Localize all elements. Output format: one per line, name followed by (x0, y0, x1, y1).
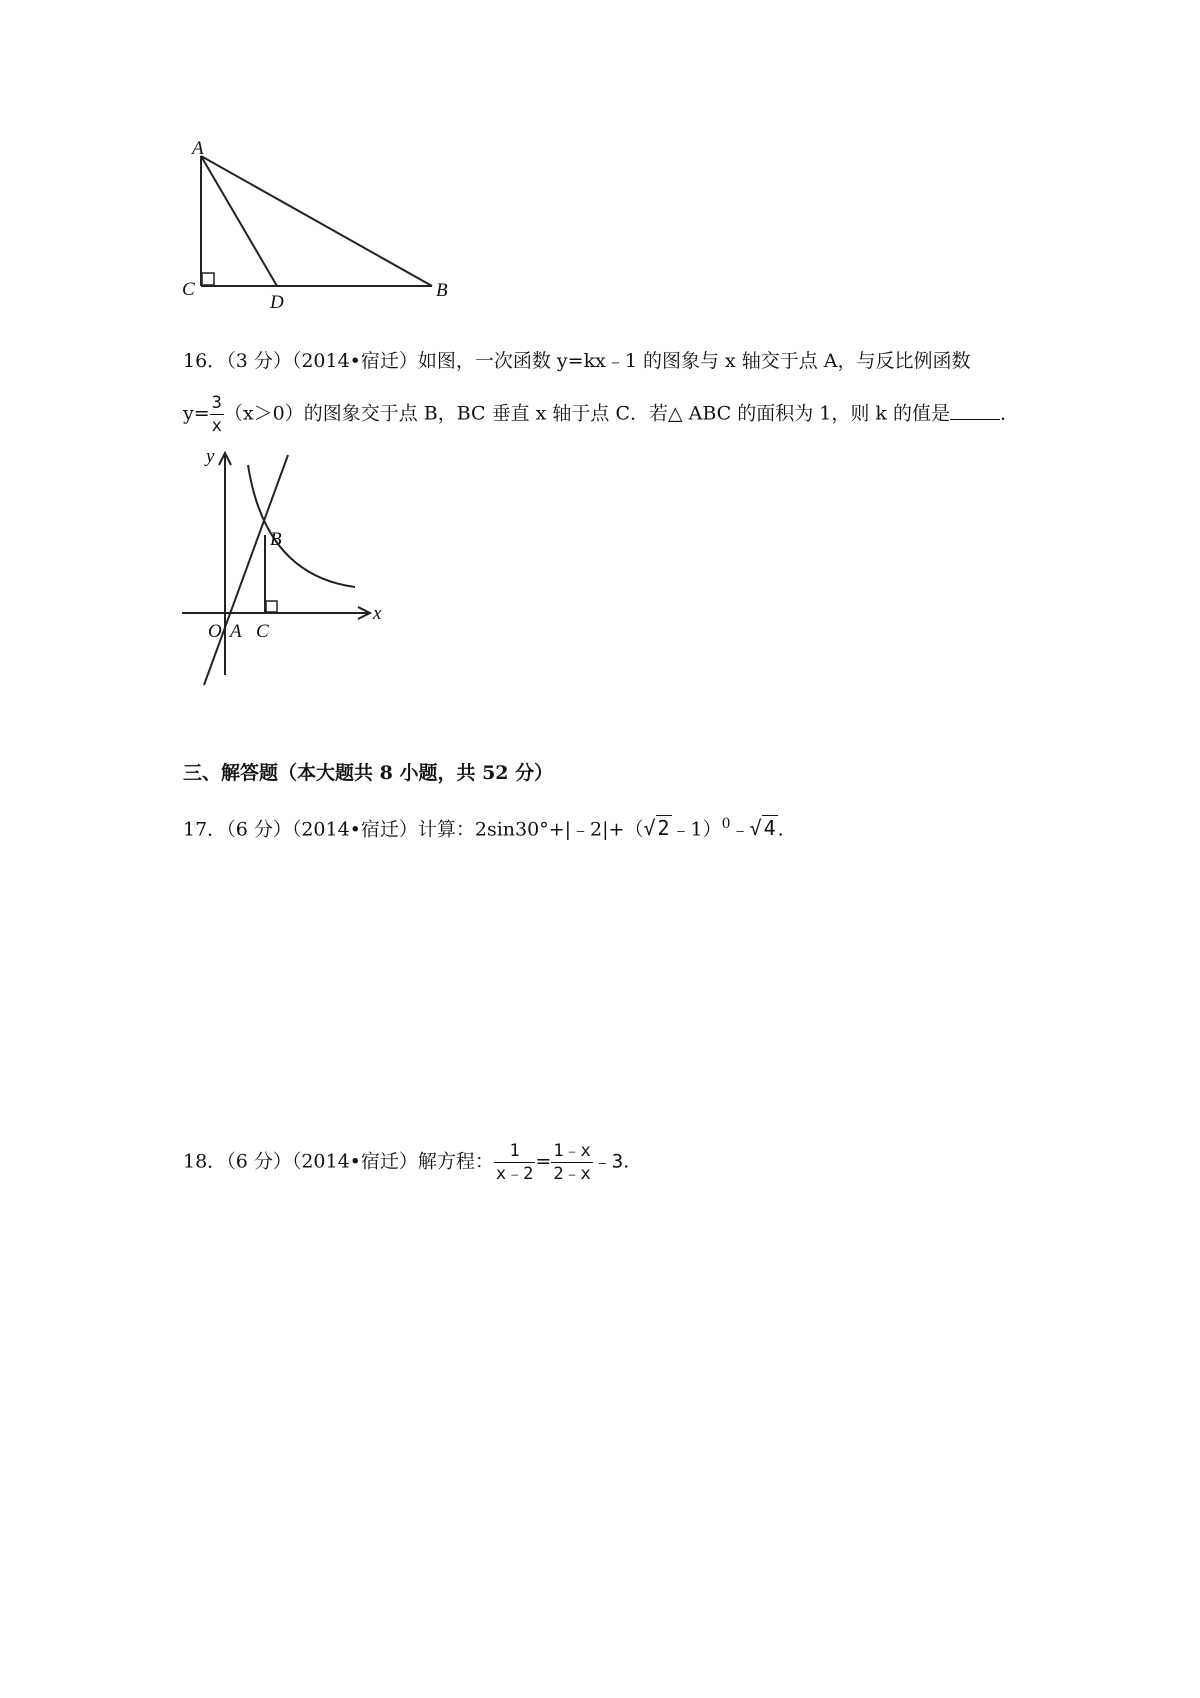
answer-blank (950, 401, 1000, 420)
label-d: D (270, 292, 284, 313)
question-score: （3 分） (226, 350, 292, 372)
question-text: 如图，一次函数 y=kx﹣1 的图象与 x 轴交于点 A，与反比例函数 (417, 350, 971, 372)
label-o: O (208, 621, 222, 642)
section-heading: 三、解答题（本大题共 8 小题，共 52 分） (183, 762, 554, 784)
linear-function-line (204, 455, 288, 685)
question-score: （6 分） (226, 1150, 292, 1173)
question-source: （2014•宿迁） (291, 1150, 418, 1173)
question-text-cont: （x＞0）的图象交于点 B，BC 垂直 x 轴于点 C．若△ ABC 的面积为 1，则 k 的值是 (223, 402, 950, 425)
question-number: 16． (183, 350, 227, 372)
question-end: . (623, 1150, 630, 1173)
question-end: . (777, 818, 784, 841)
triangle-figure (170, 140, 460, 340)
fraction-rhs (551, 1140, 592, 1185)
sqrt-4: √ 4 (749, 816, 776, 841)
minus-sign: ﹣ (730, 818, 750, 841)
question-16-line1 (183, 349, 971, 373)
label-y: y (206, 446, 215, 467)
equals-sign: = (535, 1150, 552, 1173)
question-16-line2 (183, 392, 1019, 437)
function-prefix: y= (183, 402, 210, 425)
question-text: 计算：2sin30°+|﹣2|+（ (417, 818, 644, 841)
fraction-denominator: x﹣2 (495, 1164, 534, 1184)
radicand: 2 (657, 816, 670, 841)
label-b: B (270, 529, 282, 550)
fraction-numerator: 1﹣x (553, 1141, 591, 1161)
sqrt-2: √ 2 (643, 816, 670, 841)
question-source: （2014•宿迁） (291, 818, 418, 841)
fraction-numerator: 3 (211, 393, 222, 413)
radicand: 4 (763, 816, 776, 841)
label-x: x (373, 603, 382, 624)
tail-term: ﹣3 (592, 1150, 624, 1173)
question-text: 解方程： (417, 1150, 494, 1173)
label-c: C (256, 621, 269, 642)
fraction-lhs (494, 1140, 535, 1185)
right-angle-mark (202, 273, 214, 285)
question-number: 18． (183, 1150, 227, 1173)
function-graph-figure (170, 445, 400, 695)
label-c: C (182, 279, 195, 300)
question-score: （6 分） (226, 818, 292, 841)
question-end: ． (999, 402, 1019, 425)
fraction-3-over-x (210, 392, 224, 437)
question-17 (183, 812, 784, 841)
label-a: A (192, 140, 204, 159)
exponent: 0 (721, 816, 731, 832)
question-number: 17． (183, 818, 227, 841)
question-text-mid: ﹣1） (671, 818, 722, 841)
fraction-denominator: x (211, 416, 222, 436)
label-a: A (230, 621, 242, 642)
question-source: （2014•宿迁） (291, 350, 418, 372)
segment-ad (201, 156, 277, 286)
fraction-numerator: 1 (494, 1140, 535, 1163)
fraction-denominator: 2﹣x (553, 1164, 591, 1184)
right-angle-mark (266, 601, 277, 612)
segment-ab (201, 156, 432, 286)
label-b: B (436, 280, 448, 301)
question-18 (183, 1140, 629, 1185)
